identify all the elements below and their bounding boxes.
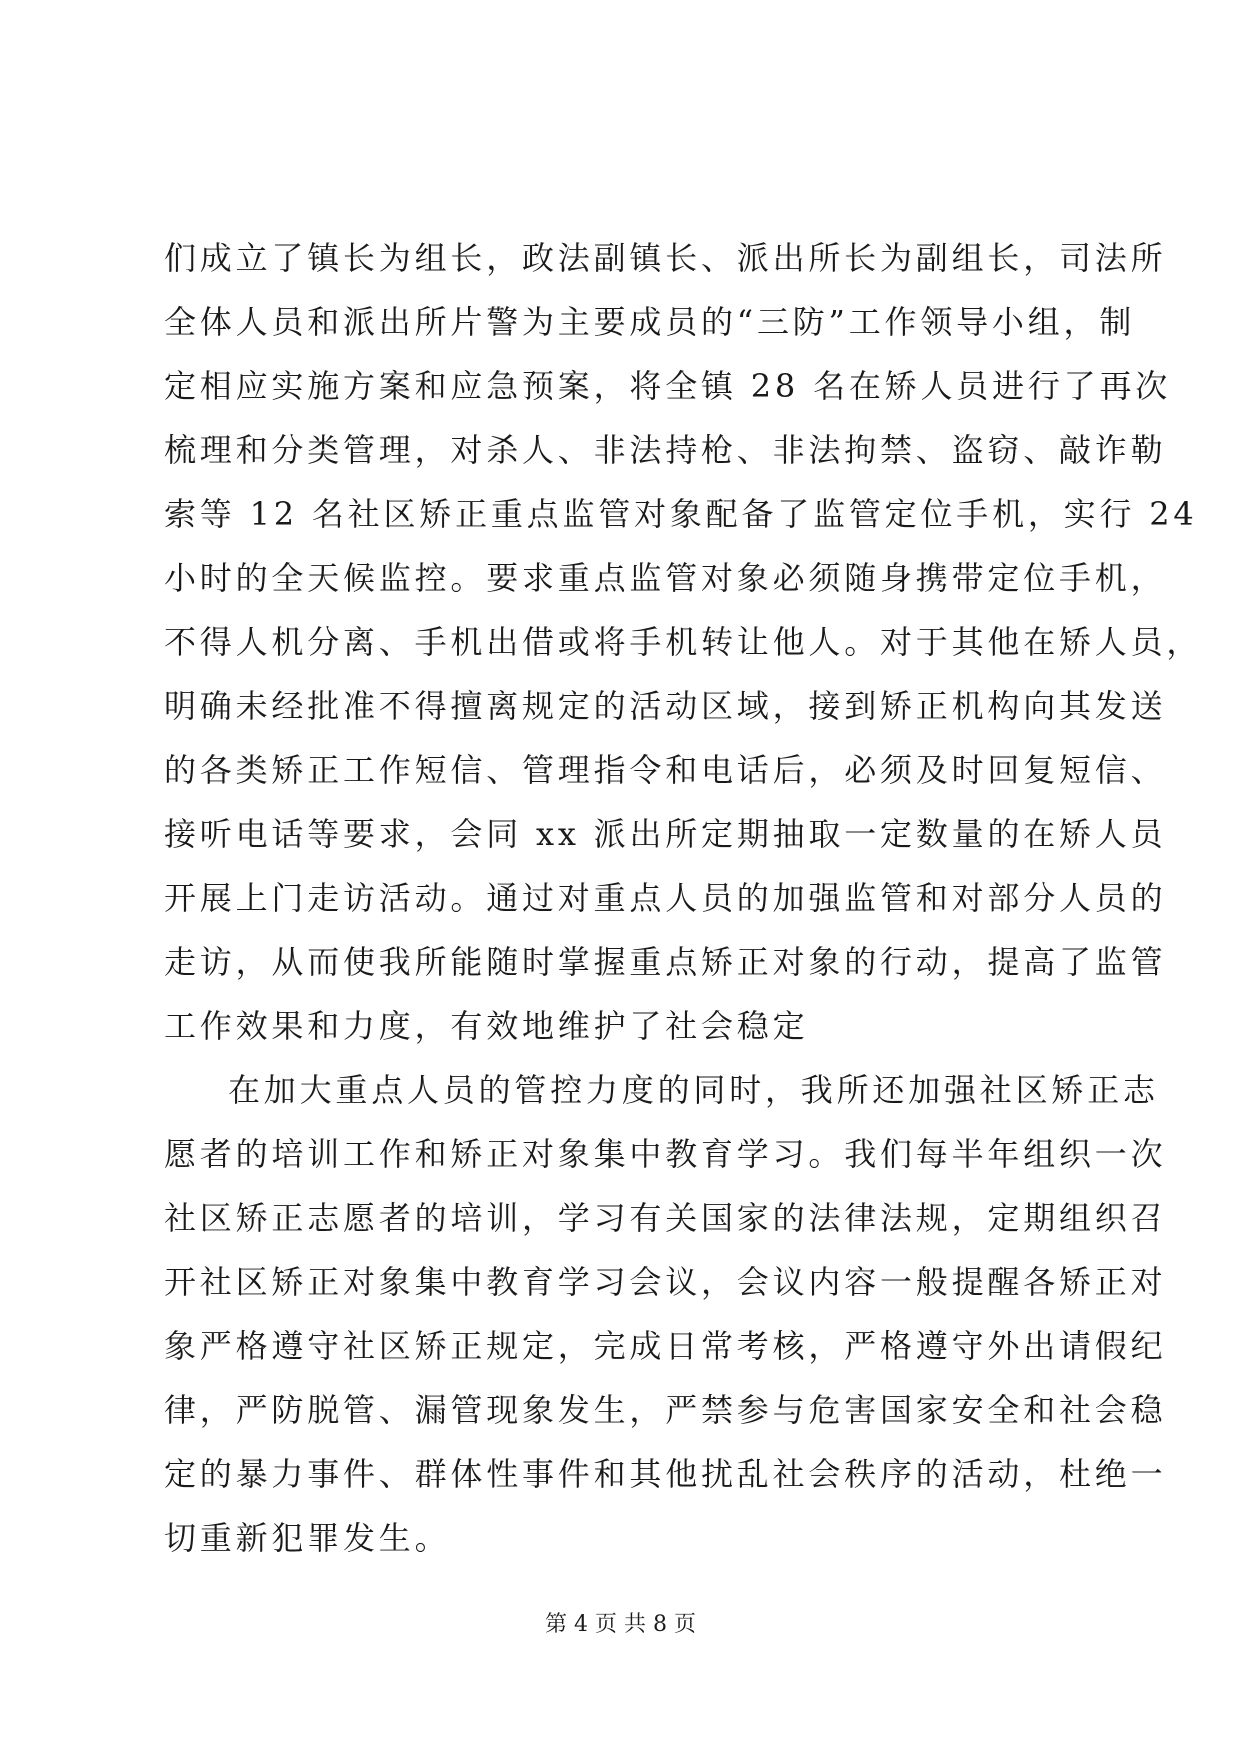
document-body	[164, 226, 1203, 1570]
text-line: 开展上门走访活动。通过对重点人员的加强监管和对部分人员的	[164, 879, 1167, 917]
text-line: 律，严防脱管、漏管现象发生，严禁参与危害国家安全和社会稳	[164, 1391, 1167, 1429]
text-line: 象严格遵守社区矫正规定，完成日常考核，严格遵守外出请假纪	[164, 1327, 1167, 1365]
text-line: 梳理和分类管理，对杀人、非法持枪、非法拘禁、盗窃、敲诈勒	[164, 431, 1167, 469]
text-line: 切重新犯罪发生。	[164, 1519, 451, 1557]
text-line: 走访，从而使我所能随时掌握重点矫正对象的行动，提高了监管	[164, 943, 1167, 981]
text-line: 不得人机分离、手机出借或将手机转让他人。对于其他在矫人员，	[164, 623, 1203, 661]
page-number-footer: 第 4 页 共 8 页	[545, 1612, 696, 1637]
text-line: 的各类矫正工作短信、管理指令和电话后，必须及时回复短信、	[164, 751, 1167, 789]
text-line: 小时的全天候监控。要求重点监管对象必须随身携带定位手机，	[164, 559, 1167, 597]
text-line: 愿者的培训工作和矫正对象集中教育学习。我们每半年组织一次	[164, 1135, 1167, 1173]
text-line: 接听电话等要求，会同 xx 派出所定期抽取一定数量的在矫人员	[164, 815, 1167, 853]
text-line: 们成立了镇长为组长，政法副镇长、派出所长为副组长，司法所	[164, 239, 1167, 277]
text-line: 定的暴力事件、群体性事件和其他扰乱社会秩序的活动，杜绝一	[164, 1455, 1167, 1493]
text-line: 开社区矫正对象集中教育学习会议，会议内容一般提醒各矫正对	[164, 1263, 1167, 1301]
text-line: 索等 12 名社区矫正重点监管对象配备了监管定位手机，实行 24	[164, 495, 1198, 533]
text-line: 在加大重点人员的管控力度的同时，我所还加强社区矫正志	[228, 1071, 1159, 1109]
paragraph-2	[164, 1058, 1167, 1570]
text-line: 社区矫正志愿者的培训，学习有关国家的法律法规，定期组织召	[164, 1199, 1167, 1237]
text-line: 定相应实施方案和应急预案，将全镇 28 名在矫人员进行了再次	[164, 367, 1172, 405]
text-line: 全体人员和派出所片警为主要成员的“三防”工作领导小组，制	[164, 303, 1136, 341]
text-line: 工作效果和力度，有效地维护了社会稳定	[164, 1007, 809, 1045]
paragraph-1	[164, 226, 1203, 1058]
text-line: 明确未经批准不得擅离规定的活动区域，接到矫正机构向其发送	[164, 687, 1167, 725]
